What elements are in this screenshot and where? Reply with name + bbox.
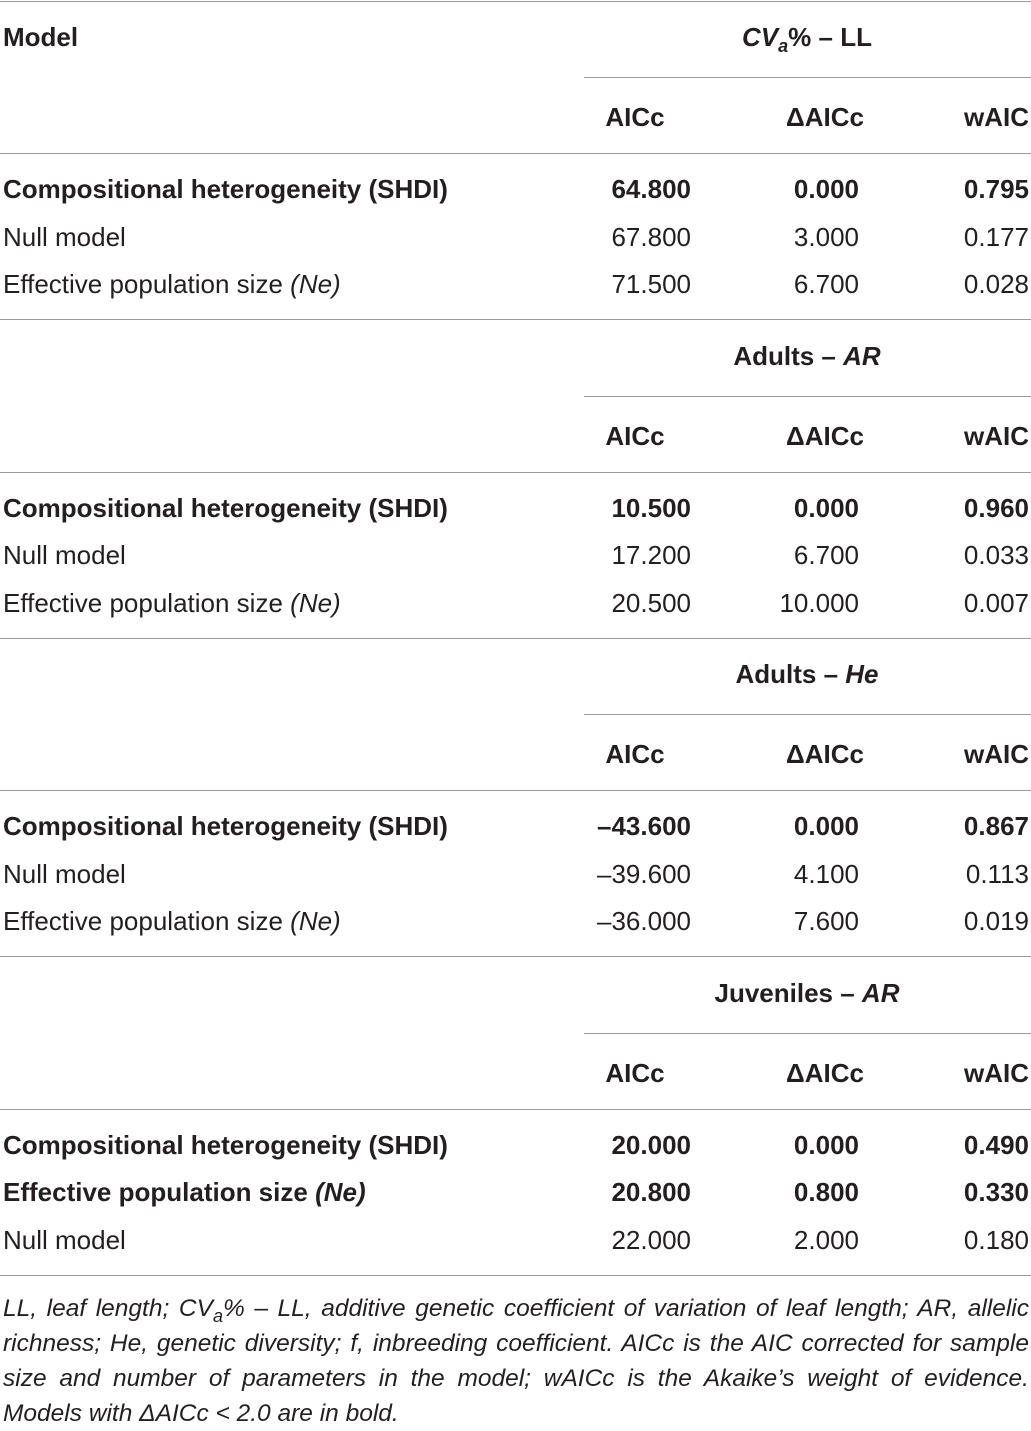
row-delta-aicc-value: 3.000 (793, 221, 859, 252)
row-model-label (3, 859, 126, 889)
model-name: Effective population size (3, 269, 283, 299)
row-aicc-value: 67.800 (611, 221, 691, 252)
row-aicc-value: 64.800 (611, 174, 691, 204)
section-bottom-rule (0, 638, 1031, 639)
section-title: Adults – He (735, 659, 879, 689)
top-rule (0, 1, 1031, 2)
model-name-italic: (Ne) (290, 269, 341, 299)
row-delta-aicc-value: 0.000 (793, 492, 859, 523)
row-waic-value: 0.177 (963, 221, 1029, 252)
row-model-label (3, 1177, 366, 1207)
column-header-delta-aicc: ΔAICc (786, 1057, 864, 1088)
model-name: Compositional heterogeneity (SHDI) (3, 1129, 448, 1160)
header-rule (0, 790, 1031, 791)
row-delta-aicc-value: 6.700 (793, 540, 859, 570)
row-delta-aicc-value: 2.000 (793, 1224, 859, 1255)
column-header-aicc: AICc (605, 1057, 665, 1088)
row-waic-value: 0.028 (963, 269, 1029, 299)
model-name: Effective population size (3, 1177, 308, 1207)
model-name: Null model (3, 540, 126, 570)
row-waic-value: 0.867 (963, 811, 1029, 841)
row-delta-aicc-value: 0.800 (793, 1177, 859, 1207)
row-aicc-value: 20.000 (611, 1129, 691, 1160)
row-model-label (3, 588, 341, 618)
row-model-label (3, 1225, 126, 1255)
column-header-waic: wAIC (964, 739, 1029, 769)
row-model-label (3, 493, 448, 523)
header-rule (0, 153, 1031, 154)
row-aicc-value: 20.800 (611, 1177, 691, 1207)
section-title-rule (584, 77, 1031, 78)
header-rule (0, 472, 1031, 473)
row-model-label (3, 540, 126, 570)
row-waic-value: 0.113 (965, 858, 1029, 889)
model-name-italic: (Ne) (315, 1177, 366, 1207)
column-header-waic: wAIC (964, 102, 1029, 132)
model-name: Compositional heterogeneity (SHDI) (3, 492, 448, 523)
section-bottom-rule (0, 319, 1031, 320)
row-model-label (3, 906, 341, 936)
column-header-delta-aicc: ΔAICc (786, 420, 864, 451)
model-name: Null model (3, 221, 126, 252)
column-header-delta-aicc: ΔAICc (786, 102, 864, 132)
row-model-label (3, 811, 448, 841)
row-model-label (3, 269, 341, 299)
row-delta-aicc-value: 6.700 (793, 269, 859, 299)
section-title: $CV_a\%$ – LL (742, 22, 872, 57)
row-model-label (3, 174, 448, 204)
model-name: Null model (3, 1224, 126, 1255)
row-delta-aicc-value: 4.100 (793, 858, 859, 889)
column-header-aicc: AICc (605, 102, 665, 132)
row-waic-value: 0.330 (963, 1177, 1029, 1207)
row-waic-value: 0.960 (963, 492, 1029, 523)
section-bottom-rule (0, 1275, 1031, 1276)
model-name: Null model (3, 858, 126, 889)
row-aicc-value: –36.000 (597, 906, 691, 936)
row-delta-aicc-value: 0.000 (793, 174, 859, 204)
section-bottom-rule (0, 956, 1031, 957)
row-aicc-value: 71.500 (611, 269, 691, 299)
row-waic-value: 0.795 (963, 174, 1029, 204)
row-aicc-value: 22.000 (611, 1224, 691, 1255)
model-name: Compositional heterogeneity (SHDI) (3, 811, 448, 841)
table-footnote: LL, leaf length; $CV_a\%$ – LL, additive genetic coefficient of variation of leaf length; AR, allelic richness; He, genetic diversity; f, inbreeding coefficient. AICc is the AIC corrected for sample size and number of parameters in the model; wAICc is the Akaike’s weight of evidence. Models with ΔAICc < 2.0 are in bold. (3, 1295, 1030, 1427)
column-header-aicc: AICc (605, 739, 665, 769)
row-delta-aicc-value: 0.000 (793, 811, 859, 841)
model-column-header: Model (3, 22, 79, 52)
row-delta-aicc-value: 10.000 (779, 587, 859, 618)
model-name: Effective population size (3, 906, 283, 936)
section-title: Juveniles – AR (714, 977, 900, 1008)
row-waic-value: 0.033 (963, 540, 1029, 570)
column-header-aicc: AICc (605, 420, 665, 451)
section-title-rule (584, 1033, 1031, 1034)
model-name: Effective population size (3, 587, 283, 618)
model-name: Compositional heterogeneity (SHDI) (3, 174, 448, 204)
row-waic-value: 0.019 (963, 906, 1029, 936)
row-delta-aicc-value: 0.000 (793, 1129, 859, 1160)
section-title-rule (584, 714, 1031, 715)
column-header-waic: wAIC (964, 420, 1029, 451)
row-aicc-value: –43.600 (597, 811, 691, 841)
row-aicc-value: 20.500 (611, 587, 691, 618)
model-name-italic: (Ne) (290, 587, 341, 618)
column-header-waic: wAIC (964, 1057, 1029, 1088)
row-aicc-value: 10.500 (611, 492, 691, 523)
model-name-italic: (Ne) (290, 906, 341, 936)
row-waic-value: 0.180 (963, 1224, 1029, 1255)
row-aicc-value: 17.200 (611, 540, 691, 570)
row-delta-aicc-value: 7.600 (793, 906, 859, 936)
row-model-label (3, 1130, 448, 1160)
section-title: Adults – AR (733, 340, 881, 371)
row-aicc-value: –39.600 (597, 858, 691, 889)
section-title-rule (584, 396, 1031, 397)
column-header-delta-aicc: ΔAICc (786, 739, 864, 769)
row-waic-value: 0.490 (963, 1129, 1029, 1160)
row-waic-value: 0.007 (963, 587, 1029, 618)
header-rule (0, 1109, 1031, 1110)
row-model-label (3, 222, 126, 252)
